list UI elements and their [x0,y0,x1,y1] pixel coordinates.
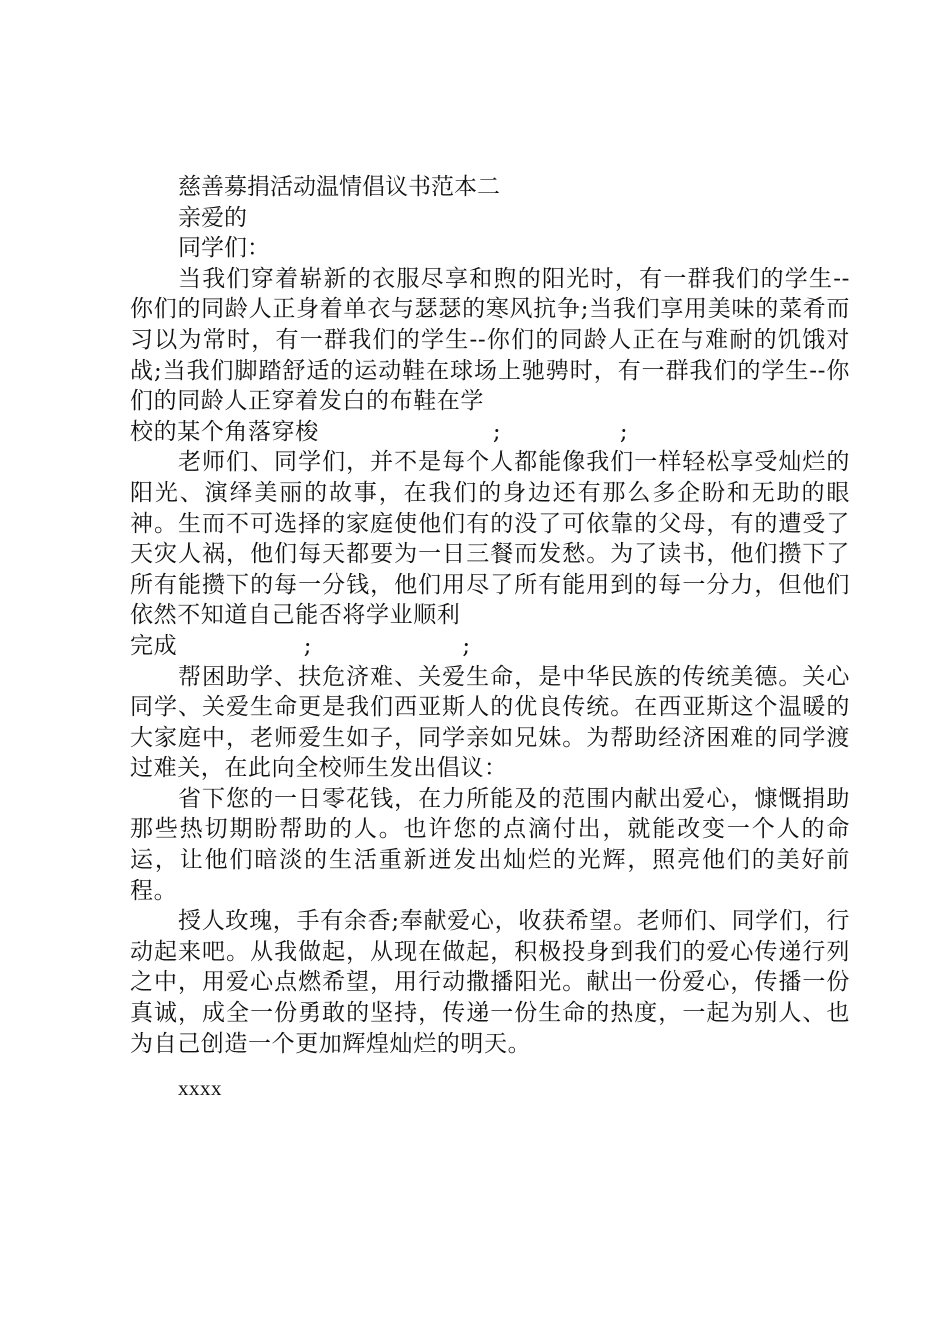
paragraph-1-text: 当我们穿着崭新的衣服尽享和煦的阳光时，有一群我们的学生--你们的同龄人正身着单衣与瑟瑟的寒风抗争;当我们享用美味的菜肴而习以为常时，有一群我们的学生--你们的同龄人正在与难耐的饥饿对战;当我们脚踏舒适的运动鞋在球场上驰骋时，有一群我们的学生--你们的同龄人正穿着发白的布鞋在学 [130,265,850,415]
paragraph-4 [130,784,850,906]
document-title: 慈善募捐活动温情倡议书范本二 [178,174,500,200]
signature: xxxx [178,1076,222,1101]
salutation-line-1: 亲爱的 [178,204,247,231]
paragraph-3-text: 帮困助学、扶危济难、关爱生命，是中华民族的传统美德。关心同学、关爱生命更是我们西亚斯人的优良传统。在西亚斯这个温暖的大家庭中，老师爱生如子，同学亲如兄妹。为帮助经济困难的同学渡过难关，在此向全校师生发出倡议： [130,663,850,782]
paragraph-1 [130,264,850,448]
paragraph-2 [130,447,850,661]
paragraph-1-tail: 校的某个角落穿梭 ; ; [130,418,629,445]
paragraph-5-text: 授人玫瑰，手有余香;奉献爱心，收获希望。老师们、同学们，行动起来吧。从我做起，从现在做起，积极投身到我们的爱心传递行列之中，用爱心点燃希望，用行动撒播阳光。献出一份爱心，传播一份真诚，成全一份勇敢的坚持，传递一份生命的热度，一起为别人、也为自己创造一个更加辉煌灿烂的明天。 [130,908,850,1057]
salutation-line-2: 同学们： [178,235,270,262]
paragraph-2-text: 老师们、同学们，并不是每个人都能像我们一样轻松享受灿烂的阳光、演绎美丽的故事，在我们的身边还有那么多企盼和无助的眼神。生而不可选择的家庭使他们有的没了可依靠的父母，有的遭受了天灾人祸，他们每天都要为一日三餐而发愁。为了读书，他们攒下了所有能攒下的每一分钱，他们用尽了所有能用到的每一分力，但他们依然不知道自己能否将学业顺利 [130,449,850,629]
paragraph-4-text: 省下您的一日零花钱，在力所能及的范围内献出爱心，慷慨捐助那些热切期盼帮助的人。也许您的点滴付出，就能改变一个人的命运，让他们暗淡的生活重新迸发出灿烂的光辉，照亮他们的美好前程。 [130,785,850,904]
paragraph-2-tail: 完成 ; ; [130,632,471,659]
paragraph-3 [130,662,850,784]
paragraph-5 [130,906,850,1059]
document-page [130,172,850,1104]
